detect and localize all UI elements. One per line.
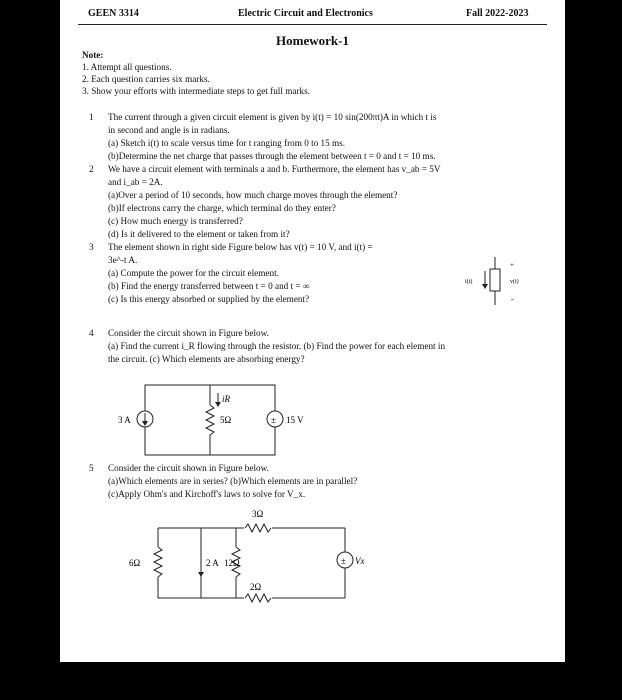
element-figure (455, 255, 545, 310)
note-heading: Note: (82, 50, 104, 60)
question-line: and i_ab = 2A. (108, 177, 163, 187)
question-line: (b)If electrons carry the charge, which terminal do they enter? (108, 203, 336, 213)
header-rule (78, 24, 547, 25)
question-line: (b)Determine the net charge that passes through the element between t = 0 and t = 10 ms. (108, 151, 436, 161)
question-line: 3e^-t A. (108, 255, 138, 265)
minus-sign: - (511, 295, 514, 304)
course-code: GEEN 3314 (88, 8, 139, 19)
question-number: 2 (89, 164, 94, 174)
circuit-figure-q5 (105, 500, 365, 615)
source-current-label: 3 A (118, 415, 131, 425)
voltage-source-sign: ± (271, 415, 276, 425)
plus-sign: + (510, 261, 514, 269)
voltage-source-label: 15 V (286, 415, 304, 425)
ir-arrowhead (215, 402, 221, 407)
voltage-label: v(t) (510, 279, 519, 285)
question-line: The element shown in right side Figure below has v(t) = 10 V, and i(t) = (108, 242, 373, 252)
voltage-source-sign: ± (341, 556, 346, 566)
course-subject: Electric Circuit and Electronics (238, 8, 373, 19)
circuit-element-box (490, 269, 500, 291)
question-number: 5 (89, 463, 94, 473)
note-item: 3. Show your efforts with intermediate steps to get full marks. (82, 86, 310, 96)
question-line: (a) Sketch i(t) to scale versus time for t ranging from 0 to 15 ms. (108, 138, 346, 148)
current-source-arrowhead (198, 572, 204, 577)
ir-label: iR (222, 394, 230, 404)
question-line: (b) Find the energy transferred between t = 0 and t = ∞ (108, 281, 310, 291)
r-top-label: 3Ω (252, 509, 264, 519)
question-line: the circuit. (c) Which elements are absorbing energy? (108, 354, 305, 364)
question-number: 3 (89, 242, 94, 252)
r-bottom-label: 2Ω (250, 582, 262, 592)
r-mid-label: 12Ω (224, 558, 240, 568)
note-item: 1. Attempt all questions. (82, 62, 172, 72)
homework-page (60, 0, 565, 662)
vx-label: Vx (355, 556, 365, 566)
question-line: The current through a given circuit element is given by i(t) = 10 sin(200πt)A in which t is (108, 112, 437, 122)
question-line: Consider the circuit shown in Figure below. (108, 463, 269, 473)
note-item: 2. Each question carries six marks. (82, 74, 210, 84)
current-arrowhead (482, 284, 488, 289)
circuit-figure-q4 (100, 375, 310, 460)
question-number: 1 (89, 112, 94, 122)
question-line: (c) How much energy is transferred? (108, 216, 243, 226)
question-line: (c)Apply Ohm's and Kirchoff's laws to solve for V_x. (108, 489, 306, 499)
question-line: (c) Is this energy absorbed or supplied by the element? (108, 294, 310, 304)
question-line: Consider the circuit shown in Figure below. (108, 328, 269, 338)
question-line: in second and angle is in radians. (108, 125, 230, 135)
source-current-label: 2 A (206, 558, 219, 568)
r-left-label: 6Ω (129, 558, 141, 568)
question-line: (d) Is it delivered to the element or taken from it? (108, 229, 290, 239)
question-number: 4 (89, 328, 94, 338)
question-line: (a) Compute the power for the circuit element. (108, 268, 279, 278)
current-label: i(t) (465, 279, 473, 285)
resistor-label: 5Ω (220, 415, 232, 425)
term: Fall 2022-2023 (466, 8, 529, 19)
question-line: (a)Over a period of 10 seconds, how much charge moves through the element? (108, 190, 398, 200)
page-title: Homework-1 (276, 33, 349, 48)
question-line: (a) Find the current i_R flowing through the resistor. (b) Find the power for each element in (108, 341, 446, 351)
question-line: (a)Which elements are in series? (b)Which elements are in parallel? (108, 476, 358, 486)
question-line: We have a circuit element with terminals a and b. Furthermore, the element has v_ab = 5V (108, 164, 441, 174)
